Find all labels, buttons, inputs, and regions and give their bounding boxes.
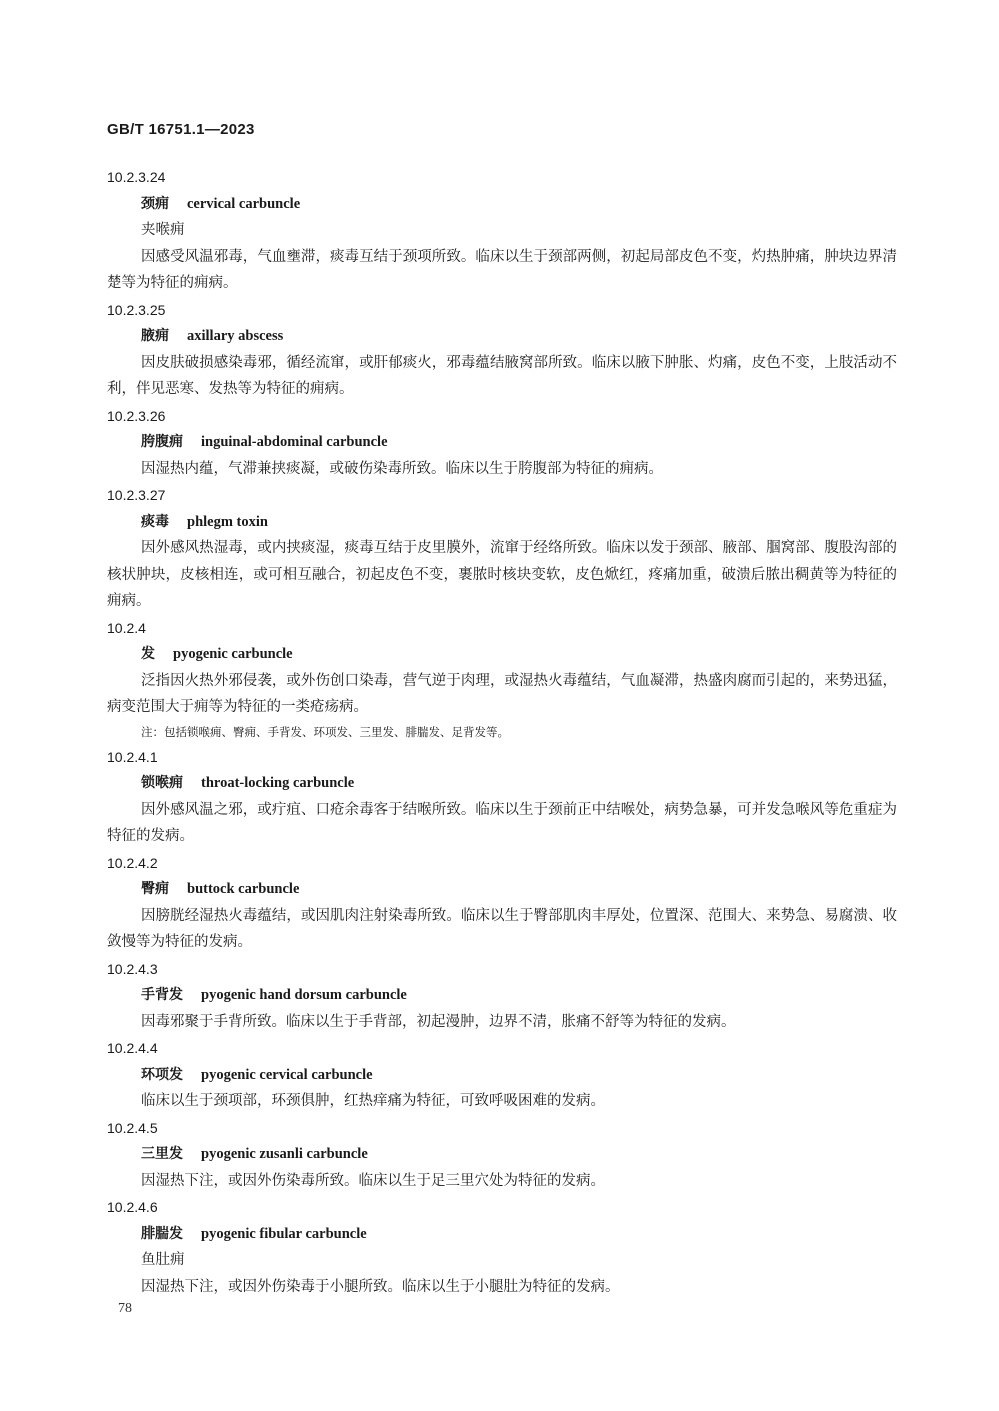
entry-number: 10.2.4	[107, 619, 146, 636]
entry-10-2-4-5	[107, 1115, 897, 1195]
term-chinese: 锁喉痈	[141, 775, 183, 791]
entry-term	[107, 1141, 897, 1168]
entry-note: 注：包括锁喉痈、臀痈、手背发、环项发、三里发、腓腨发、足背发等。	[141, 724, 509, 739]
term-english: pyogenic cervical carbuncle	[201, 1066, 373, 1083]
entry-number: 10.2.3.25	[107, 301, 166, 318]
entry-term	[107, 876, 897, 903]
entry-10-2-3-27	[107, 482, 897, 615]
term-english: pyogenic hand dorsum carbuncle	[201, 987, 407, 1003]
entry-10-2-4	[107, 615, 897, 744]
entry-10-2-4-1	[107, 744, 897, 850]
entry-number: 10.2.4.4	[107, 1040, 158, 1056]
term-english: buttock carbuncle	[187, 881, 300, 897]
entry-number: 10.2.3.27	[107, 487, 166, 503]
entry-definition: 因感受风温邪毒，气血壅滞，痰毒互结于颈项所致。临床以生于颈部两侧，初起局部皮色不变，灼热肿痛，肿块边界清楚等为特征的痈病。	[107, 248, 897, 291]
entry-synonym: 夹喉痈	[141, 222, 185, 238]
page-number: 78	[118, 1301, 132, 1316]
entry-definition: 因湿热下注，或因外伤染毒所致。临床以生于足三里穴处为特征的发病。	[141, 1172, 605, 1189]
term-chinese: 发	[141, 646, 155, 662]
entry-10-2-3-24	[107, 164, 897, 297]
standard-code-header: GB/T 16751.1—2023	[107, 121, 255, 138]
entry-term	[107, 641, 897, 668]
term-english: throat-locking carbuncle	[201, 775, 355, 791]
term-chinese: 腓腨发	[141, 1225, 183, 1242]
term-english: cervical carbuncle	[187, 195, 301, 212]
term-english: pyogenic zusanli carbuncle	[201, 1146, 368, 1162]
entry-10-2-3-25	[107, 297, 897, 403]
entry-term	[107, 191, 897, 218]
entry-number: 10.2.4.3	[107, 960, 158, 977]
entry-term	[107, 1062, 897, 1089]
entry-definition: 因外感风温之邪，或疔疽、口疮余毒客于结喉所致。临床以生于颈前正中结喉处，病势急暴，可并发急喉风等危重症为特征的发病。	[107, 801, 897, 844]
entry-definition: 因膀胱经湿热火毒蕴结，或因肌肉注射染毒所致。临床以生于臀部肌肉丰厚处，位置深、范围大、来势急、易腐溃、收敛慢等为特征的发病。	[107, 907, 897, 950]
entry-number: 10.2.4.2	[107, 854, 158, 871]
entry-term	[107, 982, 897, 1009]
entry-10-2-4-6	[107, 1194, 897, 1300]
term-chinese: 腋痈	[141, 328, 169, 344]
term-chinese: 三里发	[141, 1146, 183, 1162]
entry-definition: 因湿热下注，或因外伤染毒于小腿所致。临床以生于小腿肚为特征的发病。	[141, 1278, 620, 1295]
entry-definition: 泛指因火热外邪侵袭，或外伤创口染毒，营气逆于肉理，或湿热火毒蕴结，气血凝滞，热盛肉腐而引起的，来势迅猛，病变范围大于痈等为特征的一类疮疡病。	[107, 672, 897, 715]
entry-term	[107, 1221, 897, 1248]
term-english: pyogenic fibular carbuncle	[201, 1225, 367, 1242]
term-chinese: 胯腹痈	[141, 434, 183, 450]
entry-10-2-3-26	[107, 403, 897, 483]
term-chinese: 臀痈	[141, 881, 169, 897]
entry-10-2-4-2	[107, 850, 897, 956]
entry-number: 10.2.4.1	[107, 748, 158, 765]
entry-number: 10.2.3.26	[107, 407, 166, 424]
term-chinese: 颈痈	[141, 195, 169, 212]
entry-term	[107, 770, 897, 797]
entry-synonym: 鱼肚痈	[141, 1252, 185, 1268]
entry-definition: 因毒邪聚于手背所致。临床以生于手背部，初起漫肿，边界不清，胀痛不舒等为特征的发病。	[141, 1013, 736, 1030]
document-body	[107, 164, 897, 1300]
entry-term	[107, 323, 897, 350]
entry-term	[107, 429, 897, 456]
entry-10-2-4-4	[107, 1035, 897, 1115]
entry-number: 10.2.4.5	[107, 1119, 158, 1136]
term-english: inguinal-abdominal carbuncle	[201, 434, 388, 450]
term-chinese: 手背发	[141, 987, 183, 1003]
entry-term	[107, 509, 897, 536]
entry-definition: 临床以生于颈项部，环颈俱肿，红热痒痛为特征，可致呼吸困难的发病。	[141, 1093, 605, 1109]
term-chinese: 痰毒	[141, 513, 169, 530]
term-english: phlegm toxin	[187, 513, 268, 530]
term-chinese: 环项发	[141, 1066, 183, 1083]
entry-definition: 因湿热内蕴，气滞兼挟痰凝，或破伤染毒所致。临床以生于胯腹部为特征的痈病。	[141, 460, 663, 477]
term-english: pyogenic carbuncle	[173, 646, 293, 662]
entry-definition: 因外感风热湿毒，或内挟痰湿，痰毒互结于皮里膜外，流窜于经络所致。临床以发于颈部、腋部、腘窝部、腹股沟部的核状肿块，皮核相连，或可相互融合，初起皮色不变，裹脓时核块变软，皮色焮红，疼痛加重，破溃后脓出稠黄等为特征的痈病。	[107, 540, 897, 609]
entry-10-2-4-3	[107, 956, 897, 1036]
entry-number: 10.2.4.6	[107, 1199, 158, 1215]
entry-definition: 因皮肤破损感染毒邪，循经流窜，或肝郁痰火，邪毒蕴结腋窝部所致。临床以腋下肿胀、灼痛，皮色不变，上肢活动不利，伴见恶寒、发热等为特征的痈病。	[107, 354, 897, 397]
entry-number: 10.2.3.24	[107, 169, 166, 185]
term-english: axillary abscess	[187, 328, 284, 344]
